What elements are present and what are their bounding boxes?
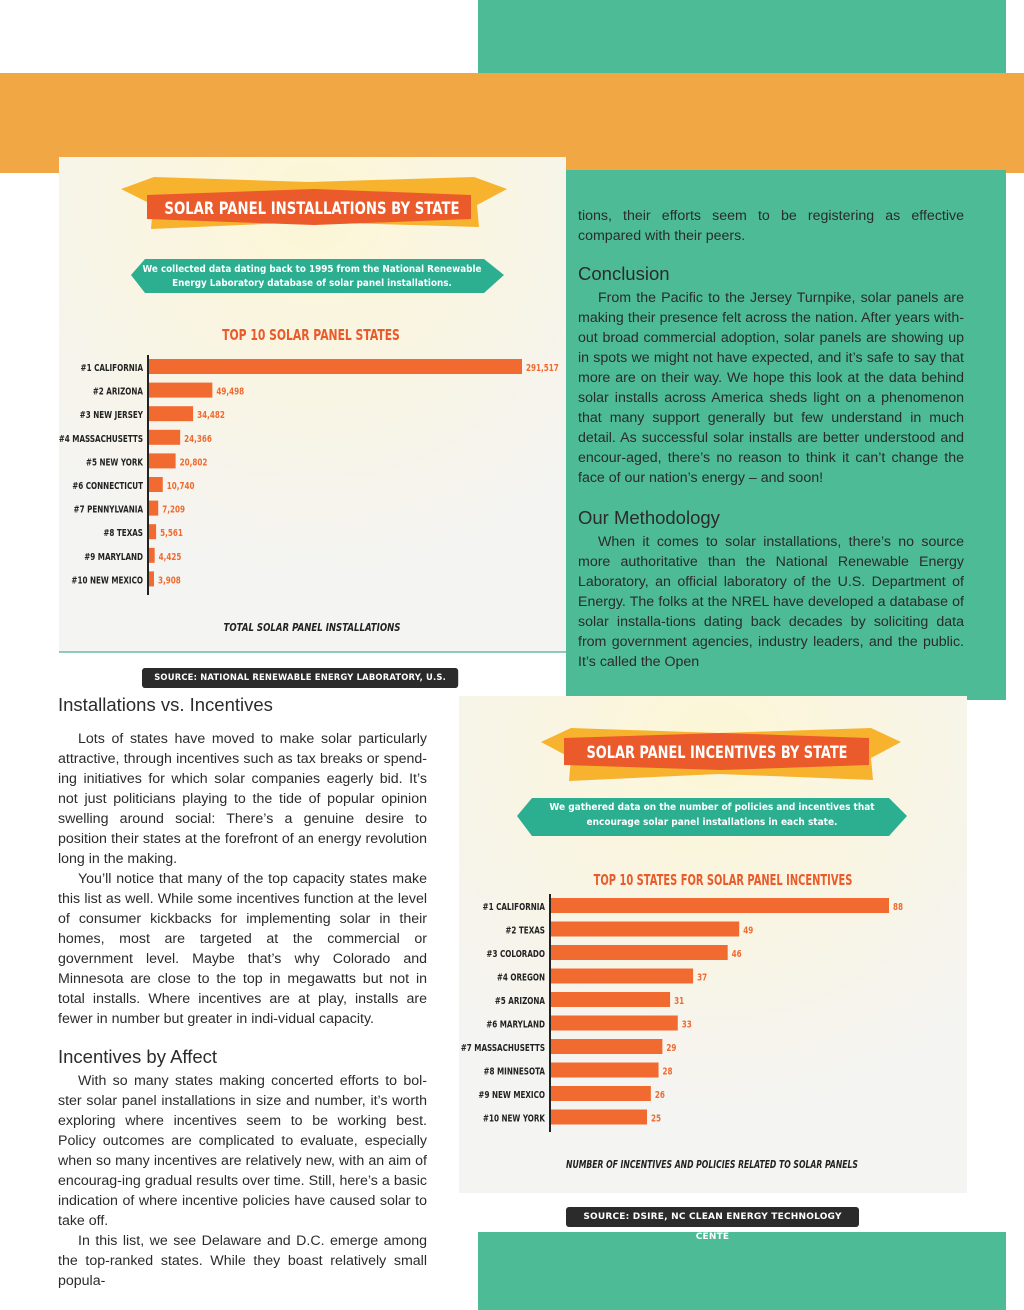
bar-5 <box>149 453 176 468</box>
bar-10 <box>551 1110 647 1125</box>
bar-3 <box>149 406 193 421</box>
bar-6 <box>149 477 163 492</box>
ribbon-line-2: encourage solar panel installations in each state. <box>586 816 838 829</box>
value-label-3: 46 <box>731 948 742 961</box>
paragraph-continuation: tions, their efforts seem to be registering as effective compared with their peers. <box>578 208 964 244</box>
x-axis-label: TOTAL SOLAR PANEL INSTALLATIONS <box>223 622 401 635</box>
installations-infographic <box>59 157 566 653</box>
category-label-5: #5 ARIZONA <box>494 995 545 1008</box>
category-label-8: #8 TEXAS <box>103 528 143 540</box>
value-label-10: 25 <box>651 1113 662 1125</box>
category-label-1: #1 CALIFORNIA <box>482 901 545 914</box>
category-label-6: #6 MARYLAND <box>486 1019 545 1031</box>
left-text-column <box>58 693 427 1291</box>
category-label-7: #7 MASSACHUSETTS <box>460 1042 545 1055</box>
banner-title: SOLAR PANEL INSTALLATIONS BY STATE <box>164 198 460 219</box>
affect-heading: Incentives by Affect <box>58 1046 218 1067</box>
value-label-6: 33 <box>681 1019 692 1031</box>
bar-9 <box>149 548 155 563</box>
bar-2 <box>551 922 739 937</box>
value-label-1: 291,517 <box>526 362 559 375</box>
ribbon-line-2: Energy Laboratory database of solar panel installations. <box>172 277 452 290</box>
bar-1 <box>551 898 889 913</box>
source-bar-installations: SOURCE: NATIONAL RENEWABLE ENERGY LABORATORY, U.S. DEPARTMENT OF ENERGY <box>142 668 458 688</box>
bar-7 <box>551 1039 662 1054</box>
bar-6 <box>551 1016 678 1031</box>
green-header-block <box>478 0 1006 80</box>
conclusion-paragraph: From the Pacific to the Jersey Turnpike, solar panels are making their presence felt across the nation. After years with-out broad commercial adoption, solar panels are showing up in spots we might not have expected, and it’s safe to say that more are on their way. We hope this look at the data behind solar installs across America sheds light on a phenomenon that many support generally but few understand in much detail. As successful solar installs are better understood and encour-aged, there’s no reason to think it can’t change the face of our nation’s energy – and soon! <box>578 290 964 486</box>
category-label-7: #7 PENNYLVANIA <box>73 504 143 517</box>
installations-chart <box>59 157 566 653</box>
bar-5 <box>551 992 670 1007</box>
source-bar-incentives: SOURCE: DSIRE, NC CLEAN ENERGY TECHNOLOGY CENTE <box>566 1207 859 1227</box>
bar-7 <box>149 501 158 516</box>
value-label-3: 34,482 <box>197 410 225 422</box>
methodology-paragraph: When it comes to solar installations, there’s no source more authoritative than the National Renewable Energy Laboratory, an official laboratory of the U.S. Department of Energy. The folks at the NREL have developed a database of solar installa-tions dating back decades by soliciting data from government agencies, industry leaders, and the public. It’s called the Open <box>578 534 964 670</box>
value-label-7: 7,209 <box>162 504 185 517</box>
green-footer-block <box>478 1232 1006 1310</box>
category-label-2: #2 ARIZONA <box>92 386 143 399</box>
chart-title: TOP 10 STATES FOR SOLAR PANEL INCENTIVES <box>593 870 853 889</box>
value-label-8: 5,561 <box>160 528 183 540</box>
chart-title: TOP 10 SOLAR PANEL STATES <box>222 327 400 345</box>
value-label-9: 26 <box>654 1089 665 1102</box>
value-label-6: 10,740 <box>166 480 195 493</box>
ribbon-line-1: We gathered data on the number of policies and incentives that <box>549 801 875 814</box>
bar-9 <box>551 1086 651 1101</box>
bar-1 <box>149 359 522 374</box>
category-label-9: #9 NEW MEXICO <box>478 1089 545 1102</box>
methodology-heading: Our Methodology <box>578 507 720 528</box>
category-label-1: #1 CALIFORNIA <box>80 362 143 375</box>
category-label-9: #9 MARYLAND <box>84 551 143 564</box>
installations-heading: Installations vs. Incentives <box>58 694 273 715</box>
value-label-1: 88 <box>893 901 904 914</box>
bar-8 <box>551 1063 659 1078</box>
ribbon-line-1: We collected data dating back to 1995 from the National Renewable <box>142 263 482 276</box>
bar-2 <box>149 383 212 398</box>
affect-paragraph-1: With so many states making concerted efforts to bol-ster solar panel installations in size and number, it’s worth exploring where incentives seem to be working best. Policy outcomes are complicated to evaluate, especially when so many incentives are relatively new, with an aim of encourag-ing gradual results over time. Still, here’s a basic indication of where incentive policies have caused solar to take off. <box>58 1073 427 1229</box>
category-label-5: #5 NEW YORK <box>85 457 143 469</box>
value-label-5: 20,802 <box>179 457 208 469</box>
category-label-10: #10 NEW MEXICO <box>71 575 143 587</box>
x-axis-label: NUMBER OF INCENTIVES AND POLICIES RELATED TO SOLAR PANELS <box>566 1158 858 1172</box>
category-label-3: #3 NEW JERSEY <box>79 410 143 422</box>
category-label-6: #6 CONNECTICUT <box>72 480 143 493</box>
bar-8 <box>149 524 156 539</box>
value-label-2: 49,498 <box>216 386 245 399</box>
bar-4 <box>149 430 180 445</box>
banner-title: SOLAR PANEL INCENTIVES BY STATE <box>586 742 848 763</box>
value-label-5: 31 <box>674 995 685 1008</box>
category-label-2: #2 TEXAS <box>505 925 545 937</box>
conclusion-heading: Conclusion <box>578 263 670 284</box>
value-label-2: 49 <box>743 925 754 937</box>
bar-4 <box>551 969 693 984</box>
category-label-10: #10 NEW YORK <box>482 1113 545 1125</box>
category-label-3: #3 COLORADO <box>486 948 545 961</box>
value-label-8: 28 <box>662 1066 673 1078</box>
value-label-10: 3,908 <box>158 575 181 587</box>
value-label-4: 24,366 <box>184 433 212 446</box>
incentives-infographic <box>459 696 967 1193</box>
value-label-4: 37 <box>697 972 708 984</box>
category-label-4: #4 MASSACHUSETTS <box>59 433 143 446</box>
incentives-chart <box>459 696 967 1193</box>
bar-3 <box>551 945 728 960</box>
value-label-7: 29 <box>666 1042 677 1055</box>
right-text-column <box>578 206 964 672</box>
value-label-9: 4,425 <box>158 551 182 564</box>
bar-10 <box>149 571 154 586</box>
installations-paragraph-2: You’ll notice that many of the top capacity states make this list as well. While some incentives function at the level of consumer kickbacks for implementing solar in their homes, most are targeted at the commercial or government level. Maybe that’s why Colorado and Minnesota are close to the top in megawatts but not in total installs. Where incentives are at play, installs are fewer in number but greater in indi-vidual capacity. <box>58 871 427 1027</box>
affect-paragraph-2: In this list, we see Delaware and D.C. emerge among the top-ranked states. While they boast relatively small popula- <box>58 1233 427 1289</box>
category-label-8: #8 MINNESOTA <box>483 1066 545 1078</box>
installations-paragraph-1: Lots of states have moved to make solar particularly attractive, through incentives such as tax breaks or spend-ing initiatives for which solar companies eagerly bid. It’s not just politicians playing to the tide of popular opinion swelling around social: There’s a genuine desire to position their states at the forefront of an energy revolution long in the making. <box>58 731 427 867</box>
category-label-4: #4 OREGON <box>496 972 545 984</box>
